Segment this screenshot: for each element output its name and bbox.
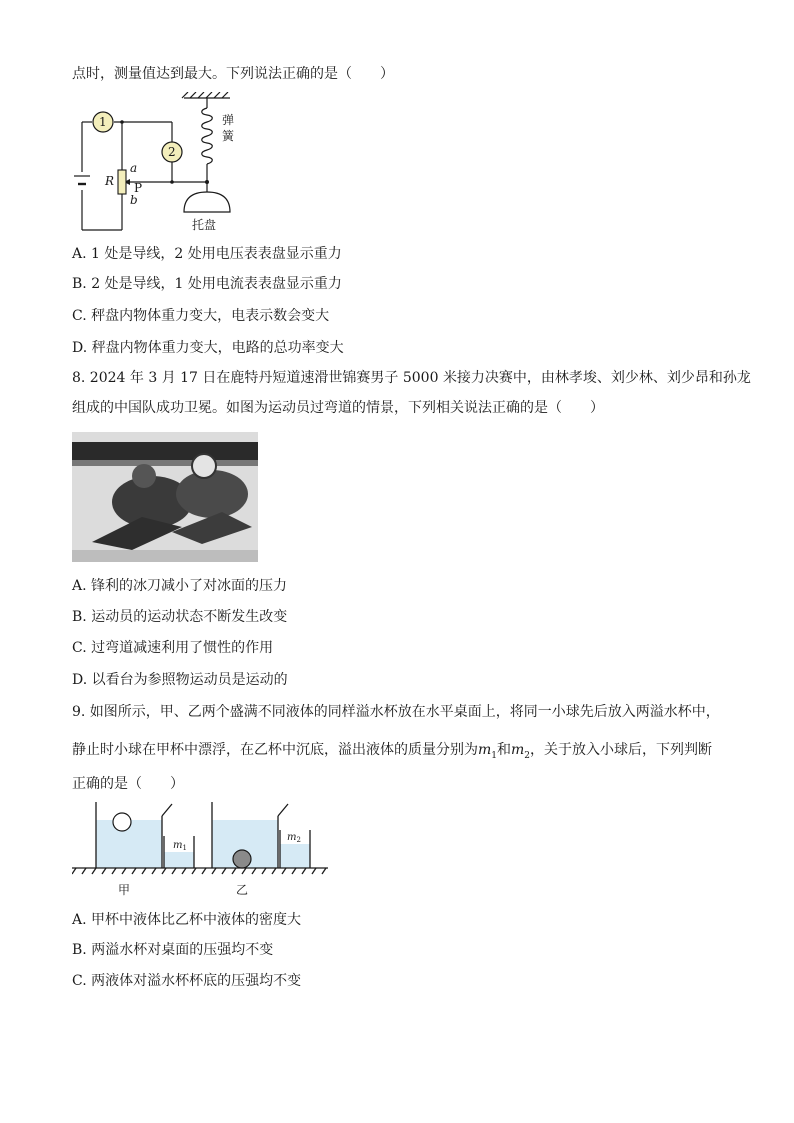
meter-2-label: 2 [168, 145, 176, 159]
terminal-b-label: b [130, 193, 138, 207]
q7-stem-tail: 点时，测量值达到最大。下列说法正确的是（ ） [72, 66, 394, 82]
q9-stem-line2-part1: 静止时小球在甲杯中漂浮，在乙杯中沉底，溢出液体的质量分别为 [72, 742, 478, 758]
cup-yi-label: 乙 [236, 883, 249, 897]
mass-m1: $m_1$ [478, 742, 498, 761]
beaker-m1-label: $m_1$ [173, 840, 187, 852]
q7-option-a: A. 1 处是导线，2 处用电压表表盘显示重力 [72, 246, 342, 262]
meter-1-label: 1 [99, 115, 107, 129]
q7-option-c: C. 秤盘内物体重力变大，电表示数会变大 [72, 308, 330, 324]
q8-option-b: B. 运动员的运动状态不断发生改变 [72, 609, 288, 625]
spring-label-1: 弹 [222, 113, 235, 127]
q9-option-c: C. 两液体对溢水杯杯底的压强均不变 [72, 973, 302, 989]
q9-stem-line2-part2: ，关于放入小球后，下列判断 [530, 742, 713, 758]
q7-option-d: D. 秤盘内物体重力变大，电路的总功率变大 [72, 340, 344, 356]
mass-m2: $m_2$ [511, 742, 531, 761]
cup-jia-label: 甲 [118, 883, 131, 897]
spring-label-2: 簧 [222, 129, 235, 143]
q9-option-b: B. 两溢水杯对桌面的压强均不变 [72, 942, 274, 958]
q9-stem-line2 [72, 740, 712, 766]
q7-option-b: B. 2 处是导线，1 处用电流表表盘显示重力 [72, 276, 342, 292]
q8-stem-line2: 组成的中国队成功卫冕。如图为运动员过弯道的情景，下列相关说法正确的是（ ） [72, 400, 604, 416]
q9-stem-line3: 正确的是（ ） [72, 776, 184, 792]
q8-option-a: A. 锋利的冰刀减小了对冰面的压力 [72, 578, 288, 594]
q8-stem-line1: 8. 2024 年 3 月 17 日在鹿特丹短道速滑世锦赛男子 5000 米接力决赛中，由林孝埈、刘少林、刘少昂和孙龙 [72, 370, 751, 386]
q9-overflow-cups-diagram [72, 800, 332, 900]
q9-and: 和 [497, 742, 512, 758]
slider-p-label: P [134, 181, 143, 195]
q7-circuit-diagram [72, 92, 272, 242]
q9-option-a: A. 甲杯中液体比乙杯中液体的密度大 [72, 912, 302, 928]
q8-option-c: C. 过弯道减速利用了惯性的作用 [72, 640, 274, 656]
q9-stem-line1: 9. 如图所示，甲、乙两个盛满不同液体的同样溢水杯放在水平桌面上，将同一小球先后放入两溢水杯中， [72, 704, 720, 720]
sunken-ball [233, 850, 251, 868]
resistor-label: R [105, 174, 115, 188]
beaker-m2-label: $m_2$ [287, 832, 301, 844]
q8-speed-skating-photo [72, 432, 258, 562]
q8-option-d: D. 以看台为参照物运动员是运动的 [72, 672, 288, 688]
floating-ball [113, 813, 131, 831]
terminal-a-label: a [130, 161, 138, 175]
tray-label: 托盘 [192, 218, 217, 232]
